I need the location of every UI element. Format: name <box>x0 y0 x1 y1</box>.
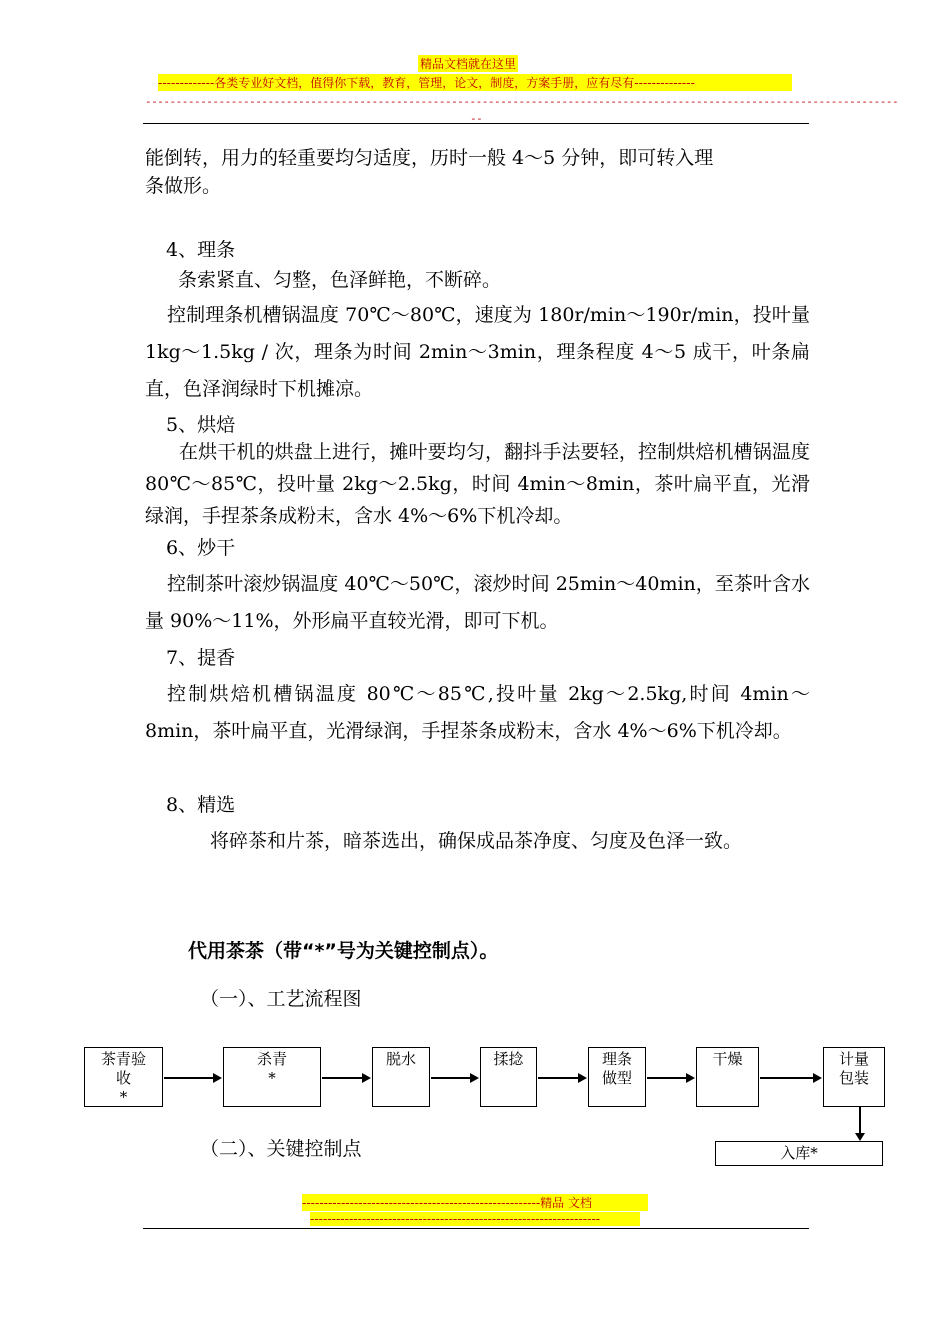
flow-step-key-marker: * <box>268 1069 276 1087</box>
flow-step-rolling <box>480 1047 537 1107</box>
flow-step-label: 做型 <box>601 1069 632 1087</box>
footer-dash-line: ------------------------------------------------------------------- <box>310 1212 640 1226</box>
flow-step-drying <box>696 1047 759 1107</box>
subheading-key-control-points: （二）、关键控制点 <box>200 1138 362 1160</box>
flow-step-label: 包装 <box>838 1069 869 1087</box>
flow-step-label: 脱水 <box>385 1050 416 1068</box>
flow-arrow <box>760 1077 820 1079</box>
section-4-summary: 条索紧直、匀整，色泽鲜艳，不断碎。 <box>178 269 502 291</box>
flow-step-label: 杀青 <box>256 1050 287 1068</box>
flow-arrow <box>322 1077 369 1079</box>
flow-step-label: 收 <box>115 1069 131 1087</box>
flow-step-label: 计量 <box>838 1050 869 1068</box>
section-4-body: 控制理条机槽锅温度 70℃～80℃，速度为 180r/min～190r/min，投叶量 1kg～1.5kg / 次，理条为时间 2min～3min，理条程度 4～5 成干，叶条扁直，色泽润绿时下机摊凉。 <box>145 304 810 400</box>
flow-step-tea-inspection <box>84 1047 163 1107</box>
header-dash-line: --------------------------------------------------------------------------------------------------------------------------- <box>145 95 899 108</box>
flow-arrow <box>538 1077 585 1079</box>
header-title: 精品文档就在这里 <box>420 57 517 71</box>
section-5-title: 5、烘焙 <box>166 414 236 436</box>
flow-step-fixing <box>223 1047 321 1107</box>
header-dash-tail: -- <box>470 112 483 125</box>
flow-step-label: 茶青验 <box>100 1050 146 1068</box>
paragraph-continued-2: 条做形。 <box>145 175 222 197</box>
flow-step-shaping <box>588 1047 646 1107</box>
flow-step-dewatering <box>372 1047 430 1107</box>
flow-arrow <box>431 1077 477 1079</box>
flow-arrow <box>647 1077 693 1079</box>
header-rule <box>143 123 809 124</box>
section-5-body: 在烘干机的烘盘上进行，摊叶要均匀，翻抖手法要轻，控制烘焙机槽锅温度 80℃～85℃，投叶量 2kg～2.5kg，时间 4min～8min，茶叶扁平直，光滑绿润，手捏茶条成粉末，含水 4%～6%下机冷却。 <box>145 441 810 527</box>
flow-step-label: 干燥 <box>712 1050 743 1068</box>
subheading-flowchart: （一）、工艺流程图 <box>200 988 362 1010</box>
section-4-title: 4、理条 <box>166 239 236 261</box>
flow-step-packaging <box>823 1047 885 1107</box>
section-8-title: 8、精选 <box>166 794 236 816</box>
flow-step-key-marker: * <box>119 1088 128 1106</box>
flow-step-label: 理条 <box>601 1050 632 1068</box>
flow-step-warehousing: 入库* <box>715 1141 883 1166</box>
section-heading: 代用茶茶（带“*”号为关键控制点）。 <box>188 940 499 962</box>
flow-step-label: 揉捻 <box>493 1050 524 1068</box>
footer-banner: -------------------------------------------------------精品 文档 <box>302 1194 648 1211</box>
footer-rule <box>143 1228 809 1229</box>
section-7-body: 控制烘焙机槽锅温度 80℃～85℃,投叶量 2kg～2.5kg,时间 4min～8min，茶叶扁平直，光滑绿润，手捏茶条成粉末，含水 4%～6%下机冷却。 <box>145 683 810 742</box>
flow-arrow <box>164 1077 220 1079</box>
flow-arrow-down-head <box>855 1133 865 1141</box>
section-7-title: 7、提香 <box>166 647 236 669</box>
section-6-body: 控制茶叶滚炒锅温度 40℃～50℃，滚炒时间 25min～40min，至茶叶含水量 90%～11%，外形扁平直较光滑，即可下机。 <box>145 573 810 632</box>
paragraph-continued-1: 能倒转，用力的轻重要均匀适度，历时一般 4～5 分钟，即可转入理 <box>145 147 714 169</box>
section-6-title: 6、炒干 <box>166 537 236 559</box>
section-8-body: 将碎茶和片茶，暗茶选出，确保成品茶净度、匀度及色泽一致。 <box>210 830 743 852</box>
header-banner: -------------各类专业好文档，值得你下载，教育，管理，论文，制度，方案手册，应有尽有-------------- <box>158 74 792 91</box>
